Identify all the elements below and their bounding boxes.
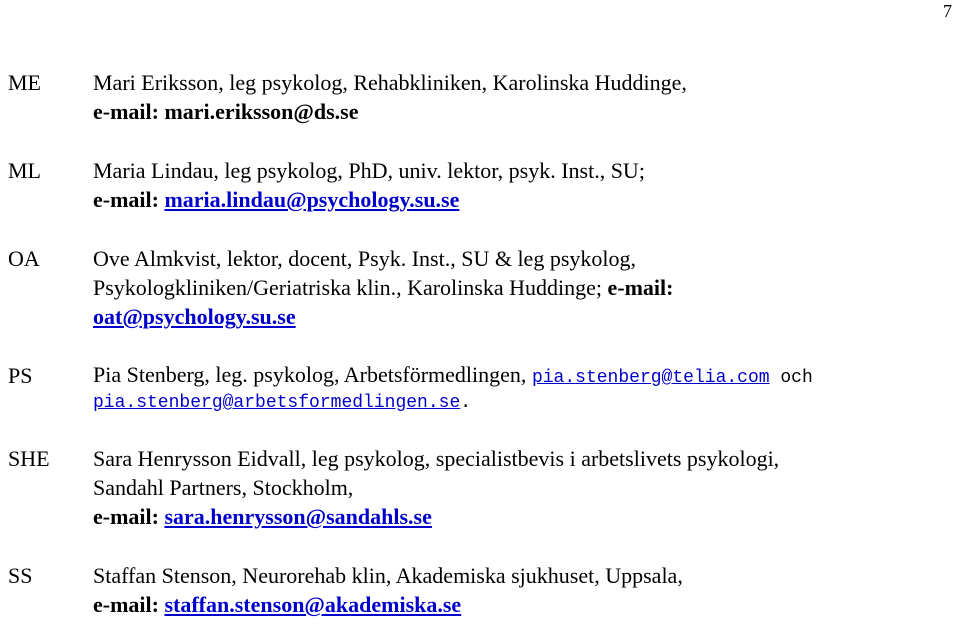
- entry-line: Staffan Stenson, Neurorehab klin, Akademiska sjukhuset, Uppsala,: [93, 563, 683, 588]
- entry-line-text: Psykologkliniken/Geriatriska klin., Karolinska Huddinge;: [93, 275, 608, 300]
- entry-line: [93, 273, 953, 302]
- conjunction-text: och: [769, 368, 813, 388]
- entry-line-text: Pia Stenberg, leg. psykolog, Arbetsförmedlingen,: [93, 362, 532, 387]
- entry-content: [93, 68, 953, 126]
- page-number: 7: [943, 1, 952, 21]
- entry-initials: SS: [8, 563, 33, 588]
- email-text: mari.eriksson@ds.se: [164, 99, 359, 124]
- entry-initials: ML: [8, 158, 41, 183]
- entry-content: [93, 444, 953, 531]
- email-link[interactable]: oat@psychology.su.se: [93, 304, 296, 329]
- entry-line: Maria Lindau, leg psykolog, PhD, univ. lektor, psyk. Inst., SU;: [93, 158, 645, 183]
- email-link[interactable]: sara.henrysson@sandahls.se: [164, 504, 432, 529]
- entry-initials: SHE: [8, 446, 50, 471]
- entry-line: Sandahl Partners, Stockholm,: [93, 475, 354, 500]
- email-label: e-mail:: [93, 99, 165, 124]
- entry-initials: OA: [8, 246, 40, 271]
- email-link[interactable]: staffan.stenson@akademiska.se: [164, 592, 462, 617]
- entry-content: [93, 244, 953, 331]
- trailing-text: .: [460, 393, 472, 413]
- entry-initials: ME: [8, 70, 41, 95]
- entry-content: [93, 361, 953, 417]
- entry-content: [93, 156, 953, 214]
- entry-content: [93, 561, 953, 619]
- email-link[interactable]: pia.stenberg@telia.com: [531, 368, 770, 388]
- email-line: [93, 590, 953, 619]
- email-label: e-mail:: [607, 275, 674, 300]
- email-line: [93, 302, 953, 331]
- email-label: e-mail:: [93, 592, 165, 617]
- entry-line: Mari Eriksson, leg psykolog, Rehabkliniken, Karolinska Huddinge,: [93, 70, 687, 95]
- email-label: e-mail:: [93, 187, 165, 212]
- entry-line: Sara Henrysson Eidvall, leg psykolog, specialistbevis i arbetslivets psykologi,: [93, 446, 780, 471]
- email-label: e-mail:: [93, 504, 165, 529]
- email-line: [93, 97, 953, 126]
- email-link[interactable]: maria.lindau@psychology.su.se: [164, 187, 460, 212]
- email-line: [93, 502, 953, 531]
- email-line: [93, 185, 953, 214]
- email-link[interactable]: pia.stenberg@arbetsformedlingen.se: [93, 393, 461, 413]
- entry-initials: PS: [8, 363, 33, 388]
- entry-line: Ove Almkvist, lektor, docent, Psyk. Inst., SU & leg psykolog,: [93, 246, 636, 271]
